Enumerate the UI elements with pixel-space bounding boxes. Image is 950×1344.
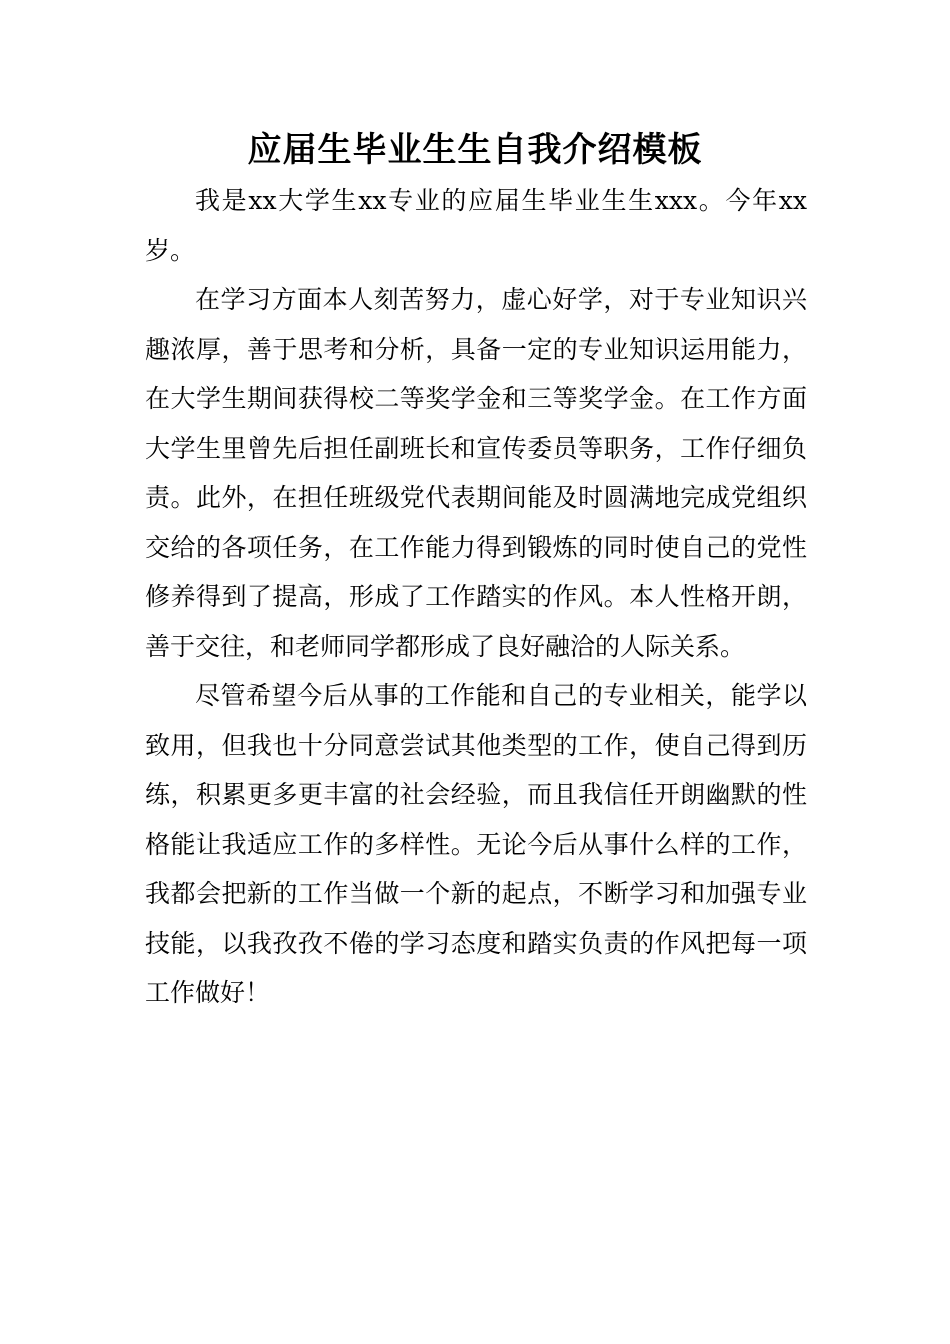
paragraph-intro: 我是xx大学生xx专业的应届生毕业生生xxx。今年xx岁。	[145, 186, 807, 265]
document-title: 应届生毕业生生自我介绍模板	[247, 130, 703, 170]
document-body	[145, 176, 807, 1018]
paragraph-study-work: 在学习方面本人刻苦努力，虚心好学，对于专业知识兴趣浓厚，善于思考和分析，具备一定的专业知识运用能力，在大学生期间获得校二等奖学金和三等奖学金。在工作方面大学生里曾先后担任副班长和宣传委员等职务，工作仔细负责。此外，在担任班级党代表期间能及时圆满地完成党组织交给的各项任务，在工作能力得到锻炼的同时使自己的党性修养得到了提高，形成了工作踏实的作风。本人性格开朗，善于交往，和老师同学都形成了良好融洽的人际关系。	[145, 285, 807, 661]
paragraph-career-goals: 尽管希望今后从事的工作能和自己的专业相关，能学以致用，但我也十分同意尝试其他类型的工作，使自己得到历练，积累更多更丰富的社会经验，而且我信任开朗幽默的性格能让我适应工作的多样性。无论今后从事什么样的工作，我都会把新的工作当做一个新的起点，不断学习和加强专业技能，以我孜孜不倦的学习态度和踏实负责的作风把每一项工作做好！	[145, 681, 807, 1007]
